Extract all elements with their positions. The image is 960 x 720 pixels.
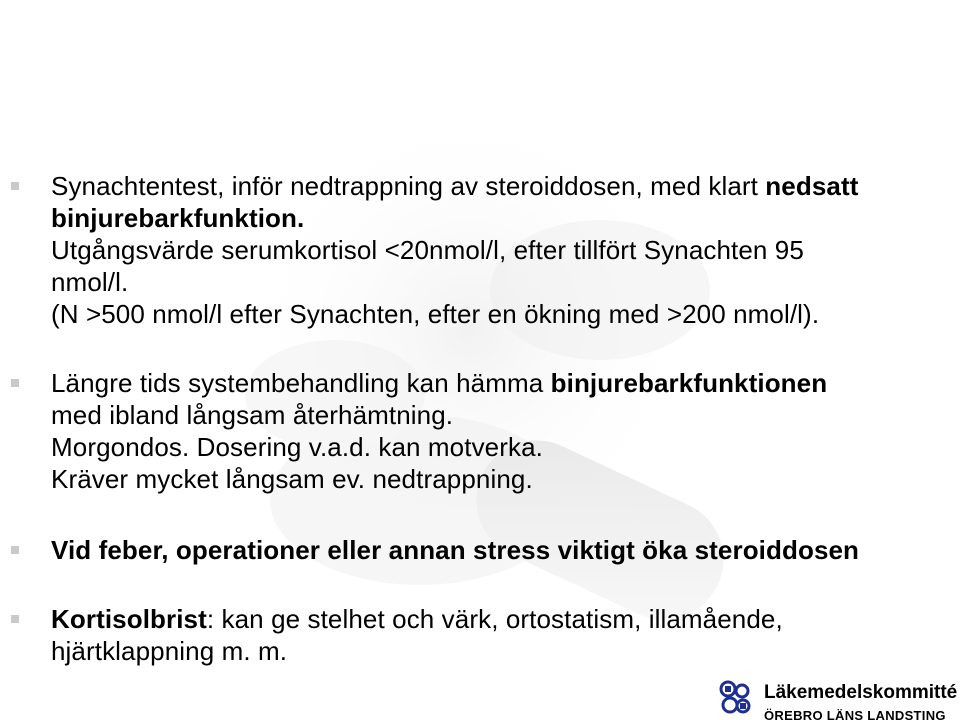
square-bullet-icon xyxy=(11,182,19,190)
square-bullet-icon xyxy=(11,615,19,623)
text-line: med ibland långsam återhämtning. xyxy=(51,400,454,430)
text-line: Morgondos. Dosering v.a.d. kan motverka. xyxy=(51,432,543,462)
text-line: Vid feber, operationer eller annan stress viktigt öka steroiddosen xyxy=(51,535,860,565)
square-bullet-icon xyxy=(11,546,19,554)
text-line: (N >500 nmol/l efter Synachten, efter en ökning med >200 nmol/l). xyxy=(51,299,820,329)
square-bullet-icon xyxy=(11,379,19,387)
text-line: Kortisolbrist: kan ge stelhet och värk, ortostatism, illamående, xyxy=(51,604,783,634)
text-line: hjärtklappning m. m. xyxy=(51,636,288,666)
text-line: Utgångsvärde serumkortisol <20nmol/l, efter tillfört Synachten 95 xyxy=(51,235,804,265)
logo-subtitle: ÖREBRO LÄNS LANDSTING xyxy=(764,708,946,720)
text-line: Kräver mycket långsam ev. nedtrappning. xyxy=(51,464,533,494)
text-line: Längre tids systembehandling kan hämma binjurebarkfunktionen xyxy=(51,368,828,398)
logo-lakemedelskommitte xyxy=(712,674,960,720)
text-line: Synachtentest, inför nedtrappning av steroiddosen, med klart nedsatt xyxy=(51,171,859,201)
text-line: binjurebarkfunktion. xyxy=(51,203,305,233)
logo-name: Läkemedelskommitté xyxy=(764,682,958,703)
text-line: nmol/l. xyxy=(51,267,129,297)
county-council-logo-icon xyxy=(714,676,756,718)
